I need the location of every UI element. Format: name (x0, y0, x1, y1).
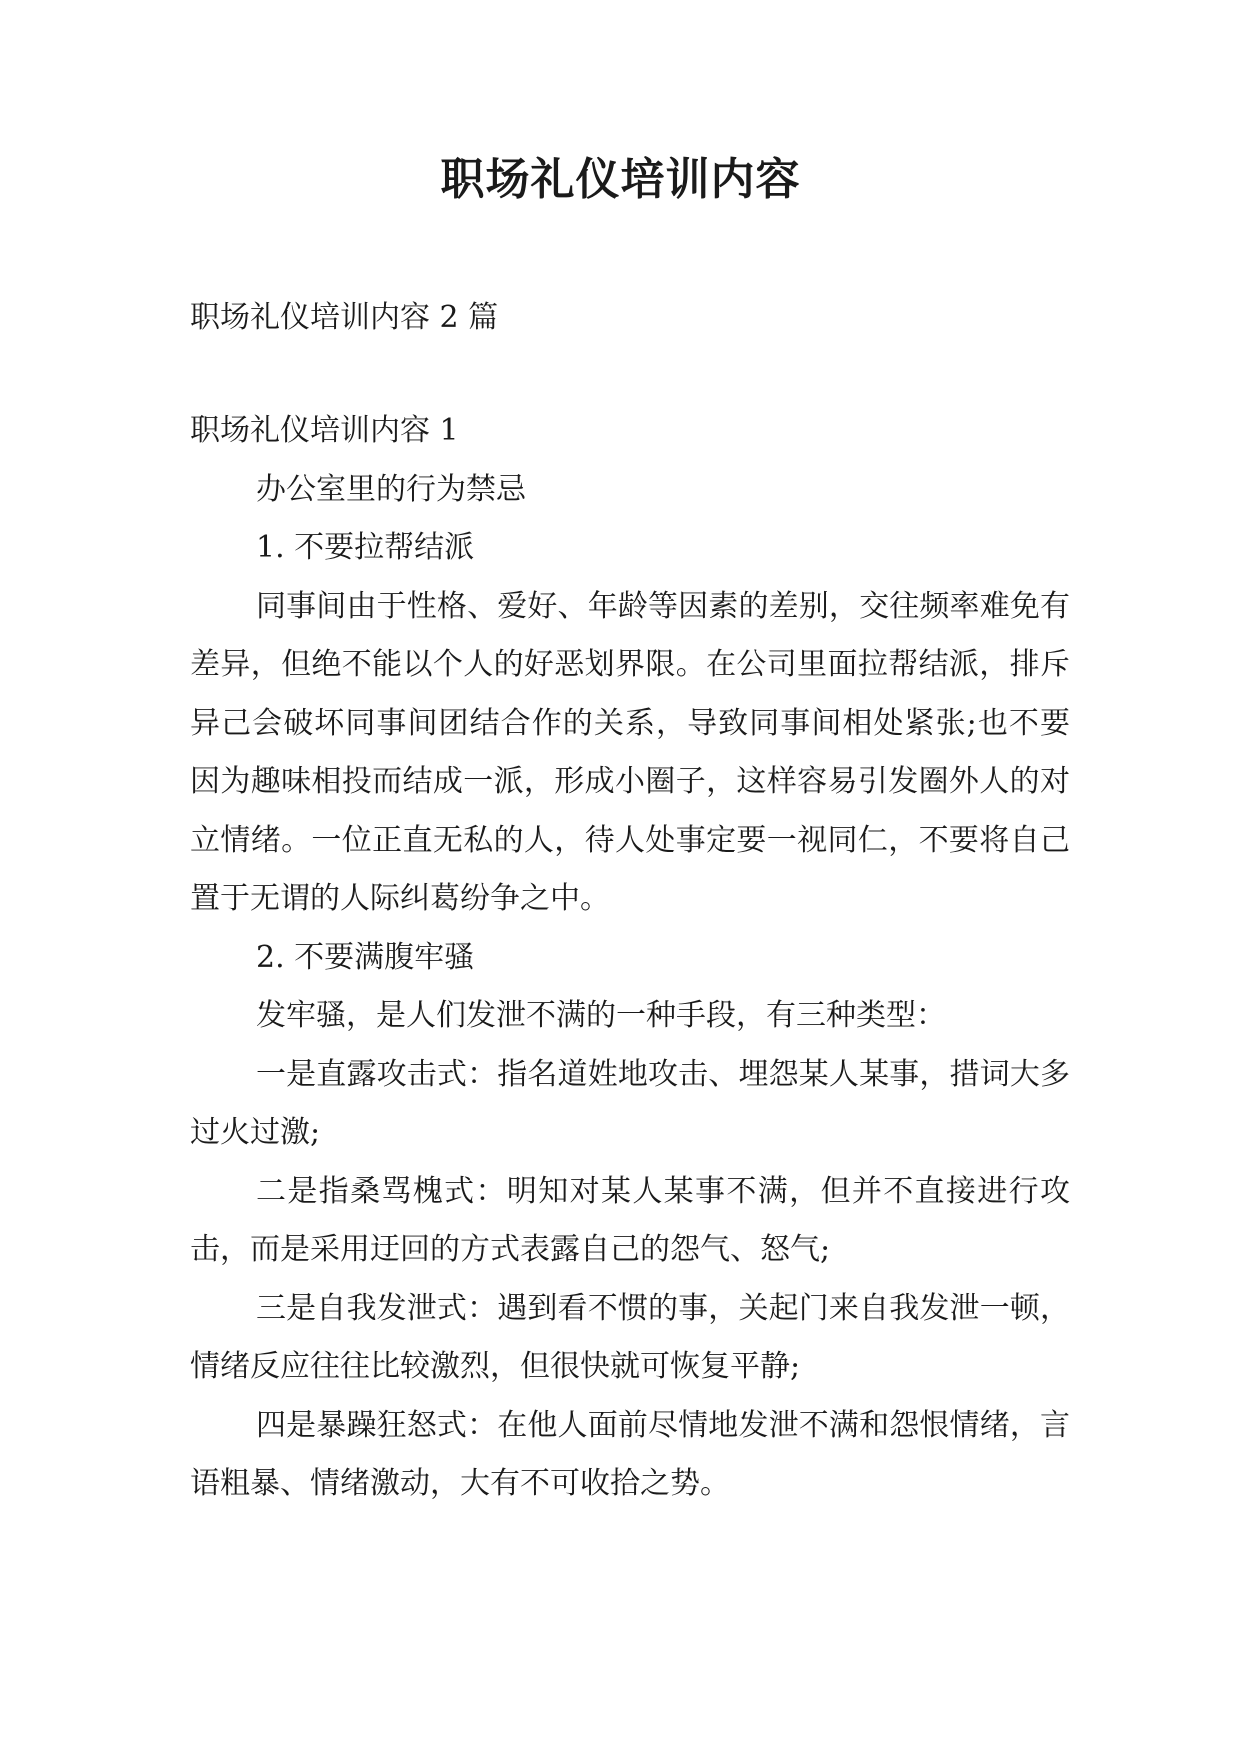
paragraph: 二是指桑骂槐式：明知对某人某事不满，但并不直接进行攻击，而是采用迂回的方式表露自己的怨气、怒气; (190, 1173, 1070, 1267)
paragraph: 一是直露攻击式：指名道姓地攻击、埋怨某人某事，措词大多过火过激; (190, 1056, 1070, 1150)
paragraph: 四是暴躁狂怒式：在他人面前尽情地发泄不满和怨恨情绪，言语粗暴、情绪激动，大有不可收拾之势。 (190, 1407, 1070, 1501)
document-subtitle: 职场礼仪培训内容 2 篇 (190, 300, 499, 335)
paragraph: 同事间由于性格、爱好、年龄等因素的差别，交往频率难免有差异，但绝不能以个人的好恶划界限。在公司里面拉帮结派，排斥异己会破坏同事间团结合作的关系，导致同事间相处紧张;也不要因为趣味相投而结成一派，形成小圈子，这样容易引发圈外人的对立情绪。一位正直无私的人，待人处事定要一视同仁，不要将自己置于无谓的人际纠葛纷争之中。 (190, 588, 1070, 916)
item-heading: 2. 不要满腹牢骚 (256, 939, 475, 975)
document-body (190, 402, 1070, 1514)
paragraph: 三是自我发泄式：遇到看不惯的事，关起门来自我发泄一顿，情绪反应往往比较激烈，但很快就可恢复平静; (190, 1290, 1070, 1384)
document-title: 职场礼仪培训内容 (440, 154, 801, 205)
item-heading: 1. 不要拉帮结派 (256, 530, 475, 565)
section-heading: 职场礼仪培训内容 1 (190, 413, 459, 448)
topic-heading: 办公室里的行为禁忌 (256, 471, 526, 507)
paragraph: 发牢骚，是人们发泄不满的一种手段，有三种类型： (256, 998, 946, 1033)
